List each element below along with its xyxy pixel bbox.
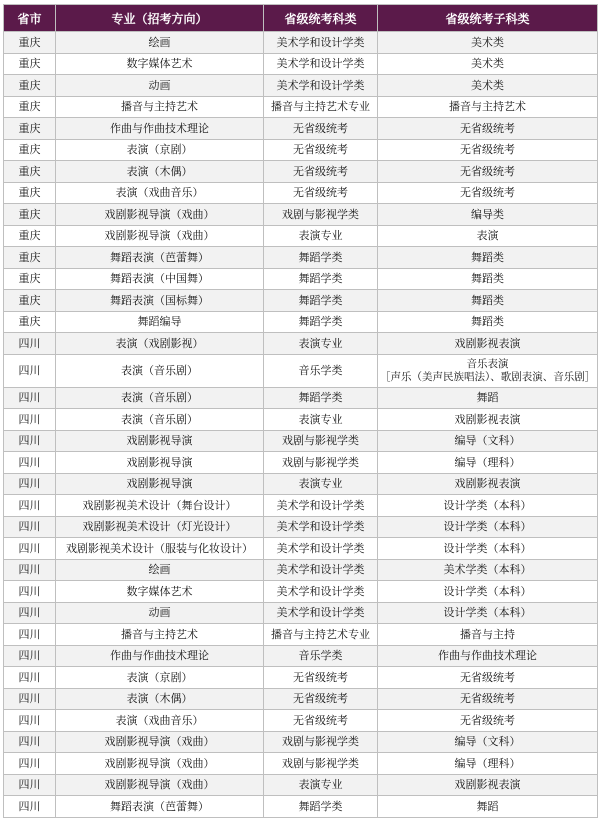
cell-province: 四川	[4, 387, 56, 409]
cell-province: 四川	[4, 753, 56, 775]
table-row	[4, 581, 598, 603]
cell-line: 音乐表演	[466, 357, 509, 370]
cell-exam-category: 舞蹈学类	[264, 268, 378, 290]
cell-exam-subcategory: 设计学类（本科）	[378, 602, 598, 624]
table-row	[4, 311, 598, 333]
cell-exam-subcategory: 舞蹈类	[378, 247, 598, 269]
cell-exam-category: 无省级统考	[264, 161, 378, 183]
cell-exam-subcategory: 无省级统考	[378, 139, 598, 161]
table-row	[4, 430, 598, 452]
cell-province: 四川	[4, 581, 56, 603]
table-row	[4, 645, 598, 667]
cell-exam-subcategory: 舞蹈类	[378, 268, 598, 290]
cell-exam-category: 音乐学类	[264, 354, 378, 387]
table-row	[4, 538, 598, 560]
cell-exam-subcategory: 编导（文科）	[378, 430, 598, 452]
cell-exam-subcategory: 美术类	[378, 75, 598, 97]
cell-province: 重庆	[4, 161, 56, 183]
cell-exam-category: 表演专业	[264, 473, 378, 495]
cell-major: 戏剧影视导演	[56, 473, 264, 495]
table-row	[4, 182, 598, 204]
cell-major: 表演（京剧）	[56, 667, 264, 689]
cell-exam-category: 美术学和设计学类	[264, 602, 378, 624]
enrollment-table	[3, 4, 598, 818]
cell-exam-subcategory: 编导（理科）	[378, 753, 598, 775]
cell-major: 作曲与作曲技术理论	[56, 645, 264, 667]
cell-exam-subcategory: 编导类	[378, 204, 598, 226]
cell-exam-subcategory: 美术类	[378, 53, 598, 75]
table-row	[4, 473, 598, 495]
cell-exam-category: 美术学和设计学类	[264, 516, 378, 538]
cell-province: 四川	[4, 409, 56, 431]
cell-exam-subcategory: 设计学类（本科）	[378, 538, 598, 560]
table-row	[4, 602, 598, 624]
table-row	[4, 96, 598, 118]
cell-major: 舞蹈表演（芭蕾舞）	[56, 796, 264, 818]
cell-exam-category: 舞蹈学类	[264, 290, 378, 312]
cell-exam-subcategory: 戏剧影视表演	[378, 333, 598, 355]
cell-province: 四川	[4, 774, 56, 796]
cell-exam-category: 无省级统考	[264, 688, 378, 710]
cell-exam-category: 舞蹈学类	[264, 247, 378, 269]
table-row	[4, 495, 598, 517]
header-major: 专业（招考方向）	[56, 5, 264, 32]
cell-province: 重庆	[4, 290, 56, 312]
cell-exam-subcategory: 无省级统考	[378, 118, 598, 140]
table-header	[4, 5, 598, 32]
cell-exam-category: 无省级统考	[264, 139, 378, 161]
cell-province: 重庆	[4, 75, 56, 97]
table-row	[4, 559, 598, 581]
cell-province: 四川	[4, 538, 56, 560]
table-row	[4, 774, 598, 796]
cell-major: 戏剧影视美术设计（舞台设计）	[56, 495, 264, 517]
cell-province: 四川	[4, 710, 56, 732]
table-row	[4, 667, 598, 689]
cell-exam-subcategory: 编导（理科）	[378, 452, 598, 474]
cell-province: 重庆	[4, 204, 56, 226]
table-row	[4, 452, 598, 474]
cell-exam-category: 舞蹈学类	[264, 311, 378, 333]
cell-province: 四川	[4, 473, 56, 495]
cell-province: 四川	[4, 333, 56, 355]
cell-major: 表演（音乐剧）	[56, 354, 264, 387]
table-row	[4, 268, 598, 290]
cell-exam-category: 表演专业	[264, 333, 378, 355]
cell-exam-subcategory: 作曲与作曲技术理论	[378, 645, 598, 667]
cell-major: 数字媒体艺术	[56, 581, 264, 603]
cell-province: 重庆	[4, 118, 56, 140]
cell-province: 四川	[4, 796, 56, 818]
cell-major: 表演（音乐剧）	[56, 387, 264, 409]
cell-exam-subcategory: 设计学类（本科）	[378, 581, 598, 603]
cell-exam-category: 美术学和设计学类	[264, 538, 378, 560]
table-row	[4, 387, 598, 409]
cell-exam-category: 戏剧与影视学类	[264, 731, 378, 753]
cell-exam-category: 表演专业	[264, 225, 378, 247]
cell-province: 重庆	[4, 247, 56, 269]
cell-province: 四川	[4, 667, 56, 689]
table-row	[4, 333, 598, 355]
cell-exam-category: 戏剧与影视学类	[264, 430, 378, 452]
cell-province: 四川	[4, 688, 56, 710]
table-row	[4, 688, 598, 710]
table-row	[4, 624, 598, 646]
cell-exam-category: 美术学和设计学类	[264, 495, 378, 517]
cell-province: 重庆	[4, 32, 56, 54]
cell-major: 播音与主持艺术	[56, 96, 264, 118]
cell-major: 播音与主持艺术	[56, 624, 264, 646]
cell-exam-category: 表演专业	[264, 774, 378, 796]
cell-major: 戏剧影视美术设计（灯光设计）	[56, 516, 264, 538]
table-row	[4, 139, 598, 161]
table-row	[4, 796, 598, 818]
cell-exam-subcategory: 戏剧影视表演	[378, 774, 598, 796]
cell-exam-subcategory: 舞蹈	[378, 796, 598, 818]
cell-exam-category: 美术学和设计学类	[264, 53, 378, 75]
table-row	[4, 354, 598, 387]
cell-line: ［声乐（美声民族唱法）、歌剧表演、音乐剧］	[380, 370, 596, 383]
table-row	[4, 247, 598, 269]
header-exam-category: 省级统考科类	[264, 5, 378, 32]
table-row	[4, 710, 598, 732]
table-row	[4, 516, 598, 538]
table-row	[4, 53, 598, 75]
cell-province: 四川	[4, 495, 56, 517]
cell-exam-category: 美术学和设计学类	[264, 559, 378, 581]
cell-major: 绘画	[56, 559, 264, 581]
cell-exam-category: 戏剧与影视学类	[264, 204, 378, 226]
cell-exam-category: 舞蹈学类	[264, 796, 378, 818]
cell-province: 重庆	[4, 53, 56, 75]
cell-exam-subcategory: 无省级统考	[378, 667, 598, 689]
cell-exam-category: 戏剧与影视学类	[264, 452, 378, 474]
table-row	[4, 731, 598, 753]
cell-major: 表演（戏剧影视）	[56, 333, 264, 355]
header-province: 省市	[4, 5, 56, 32]
cell-exam-subcategory: 戏剧影视表演	[378, 409, 598, 431]
cell-major: 戏剧影视导演（戏曲）	[56, 204, 264, 226]
cell-province: 重庆	[4, 311, 56, 333]
cell-province: 四川	[4, 602, 56, 624]
cell-province: 四川	[4, 430, 56, 452]
cell-major: 戏剧影视导演（戏曲）	[56, 774, 264, 796]
cell-exam-category: 舞蹈学类	[264, 387, 378, 409]
cell-exam-category: 无省级统考	[264, 710, 378, 732]
cell-province: 四川	[4, 452, 56, 474]
cell-major: 表演（木偶）	[56, 688, 264, 710]
cell-province: 重庆	[4, 96, 56, 118]
cell-exam-category: 无省级统考	[264, 182, 378, 204]
header-exam-subcategory: 省级统考子科类	[378, 5, 598, 32]
cell-exam-category: 美术学和设计学类	[264, 581, 378, 603]
table-row	[4, 290, 598, 312]
cell-exam-category: 戏剧与影视学类	[264, 753, 378, 775]
cell-exam-subcategory: 无省级统考	[378, 161, 598, 183]
cell-exam-category: 播音与主持艺术专业	[264, 96, 378, 118]
cell-major: 戏剧影视导演（戏曲）	[56, 731, 264, 753]
cell-major: 动画	[56, 75, 264, 97]
cell-major: 绘画	[56, 32, 264, 54]
cell-exam-category: 无省级统考	[264, 667, 378, 689]
cell-major: 戏剧影视美术设计（服装与化妆设计）	[56, 538, 264, 560]
cell-major: 舞蹈表演（芭蕾舞）	[56, 247, 264, 269]
table-row	[4, 161, 598, 183]
cell-exam-category: 表演专业	[264, 409, 378, 431]
table-row	[4, 409, 598, 431]
cell-major: 舞蹈表演（国标舞）	[56, 290, 264, 312]
cell-exam-subcategory: 舞蹈类	[378, 311, 598, 333]
cell-exam-subcategory: 舞蹈类	[378, 290, 598, 312]
cell-major: 作曲与作曲技术理论	[56, 118, 264, 140]
cell-province: 四川	[4, 731, 56, 753]
table-row	[4, 32, 598, 54]
cell-major: 戏剧影视导演（戏曲）	[56, 225, 264, 247]
header-row	[4, 5, 598, 32]
cell-province: 四川	[4, 624, 56, 646]
cell-exam-category: 播音与主持艺术专业	[264, 624, 378, 646]
cell-major: 表演（戏曲音乐）	[56, 710, 264, 732]
cell-major: 舞蹈表演（中国舞）	[56, 268, 264, 290]
cell-exam-subcategory: 表演	[378, 225, 598, 247]
cell-exam-category: 音乐学类	[264, 645, 378, 667]
table-body	[4, 32, 598, 818]
cell-major: 舞蹈编导	[56, 311, 264, 333]
table-row	[4, 225, 598, 247]
table-row	[4, 118, 598, 140]
cell-province: 重庆	[4, 268, 56, 290]
cell-major: 表演（京剧）	[56, 139, 264, 161]
cell-exam-category: 美术学和设计学类	[264, 75, 378, 97]
cell-major: 表演（木偶）	[56, 161, 264, 183]
cell-major: 戏剧影视导演	[56, 452, 264, 474]
table-row	[4, 753, 598, 775]
cell-province: 四川	[4, 645, 56, 667]
cell-exam-subcategory: 播音与主持艺术	[378, 96, 598, 118]
cell-major: 戏剧影视导演（戏曲）	[56, 753, 264, 775]
cell-major: 数字媒体艺术	[56, 53, 264, 75]
cell-province: 重庆	[4, 225, 56, 247]
cell-province: 四川	[4, 516, 56, 538]
cell-exam-category: 无省级统考	[264, 118, 378, 140]
table-row	[4, 75, 598, 97]
cell-exam-category: 美术学和设计学类	[264, 32, 378, 54]
cell-exam-subcategory: 设计学类（本科）	[378, 495, 598, 517]
cell-exam-subcategory: 无省级统考	[378, 182, 598, 204]
cell-province: 重庆	[4, 182, 56, 204]
cell-province: 重庆	[4, 139, 56, 161]
cell-exam-subcategory: 设计学类（本科）	[378, 516, 598, 538]
cell-major: 表演（音乐剧）	[56, 409, 264, 431]
cell-major: 表演（戏曲音乐）	[56, 182, 264, 204]
cell-province: 四川	[4, 354, 56, 387]
cell-exam-subcategory: 编导（文科）	[378, 731, 598, 753]
cell-exam-subcategory: 无省级统考	[378, 688, 598, 710]
cell-major: 动画	[56, 602, 264, 624]
table-row	[4, 204, 598, 226]
cell-exam-subcategory: 戏剧影视表演	[378, 473, 598, 495]
cell-major: 戏剧影视导演	[56, 430, 264, 452]
cell-exam-subcategory: 舞蹈	[378, 387, 598, 409]
cell-exam-subcategory: 美术类	[378, 32, 598, 54]
cell-exam-subcategory: 美术学类（本科）	[378, 559, 598, 581]
cell-exam-subcategory: 无省级统考	[378, 710, 598, 732]
cell-province: 四川	[4, 559, 56, 581]
cell-exam-subcategory	[378, 354, 598, 387]
cell-exam-subcategory: 播音与主持	[378, 624, 598, 646]
